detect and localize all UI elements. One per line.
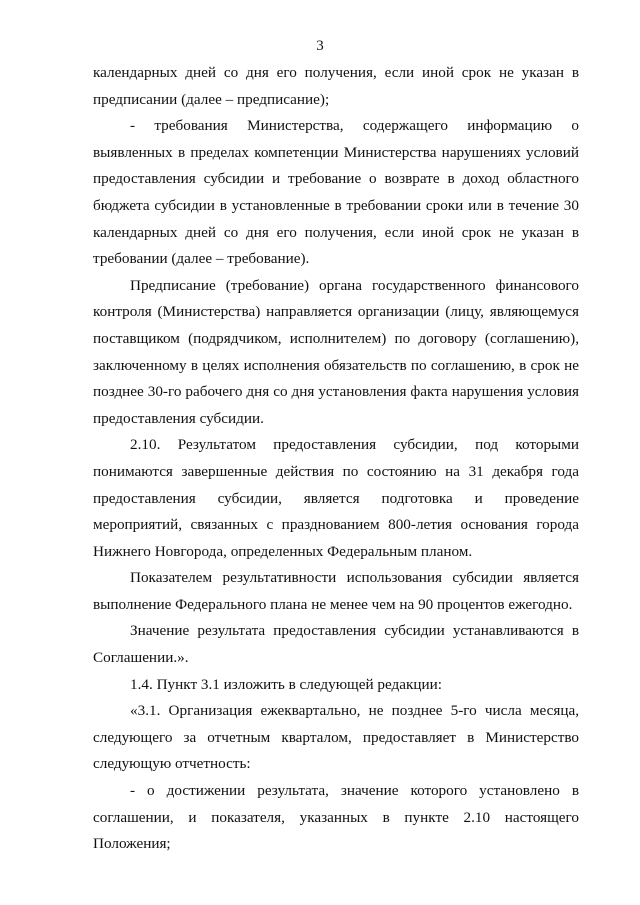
paragraph-clause-3-1: «3.1. Организация ежеквартально, не позднее 5-го числа месяца, следующего за отчетным кварталом, предоставляет в Министерство следующую отчетность: xyxy=(93,702,579,773)
paragraph-clause-1-4: 1.4. Пункт 3.1 изложить в следующей редакции: xyxy=(130,675,443,693)
paragraph-continuation-predpisanie: календарных дней со дня его получения, если иной срок не указан в предписании (далее – предписание); xyxy=(93,64,579,108)
paragraph-trebovanie-ministerstva: - требования Министерства, содержащего информацию о выявленных в пределах компетенции Министерства нарушениях условий предоставления субсидии и требование о возврате в доход областного бюджета субсидии в установленные в требовании сроки или в течение 30 календарных дней со дня его получения, если иной срок не указан в требовании (далее – требование). xyxy=(93,117,579,268)
document-body xyxy=(93,60,579,858)
paragraph-dostizhenie-rezultata: - о достижении результата, значение которого установлено в соглашении, и показателя, указанных в пункте 2.10 настоящего Положения; xyxy=(93,782,579,853)
paragraph-clause-2-10: 2.10. Результатом предоставления субсидии, под которыми понимаются завершенные действия по состоянию на 31 декабря года предоставления субсидии, является подготовка и проведение мероприятий, связанных с празднованием 800-летия основания города Нижнего Новгорода, определенных Федеральным планом. xyxy=(93,436,579,560)
page-number: 3 xyxy=(316,38,324,54)
paragraph-predpisanie-napravlyaetsya: Предписание (требование) органа государственного финансового контроля (Министерства) направляется организации (лицу, являющемуся поставщиком (подрядчиком, исполнителем) по договору (соглашению), заключенному в целях исполнения обязательств по соглашению, в срок не позднее 30-го рабочего дня со дня установления факта нарушения условия предоставления субсидии. xyxy=(93,276,579,427)
paragraph-znachenie-rezultata: Значение результата предоставления субсидии устанавливаются в Соглашении.». xyxy=(93,622,579,667)
paragraph-pokazatel-rezultativnosti: Показателем результативности использования субсидии является выполнение Федерального плана не менее чем на 90 процентов ежегодно. xyxy=(93,569,579,613)
